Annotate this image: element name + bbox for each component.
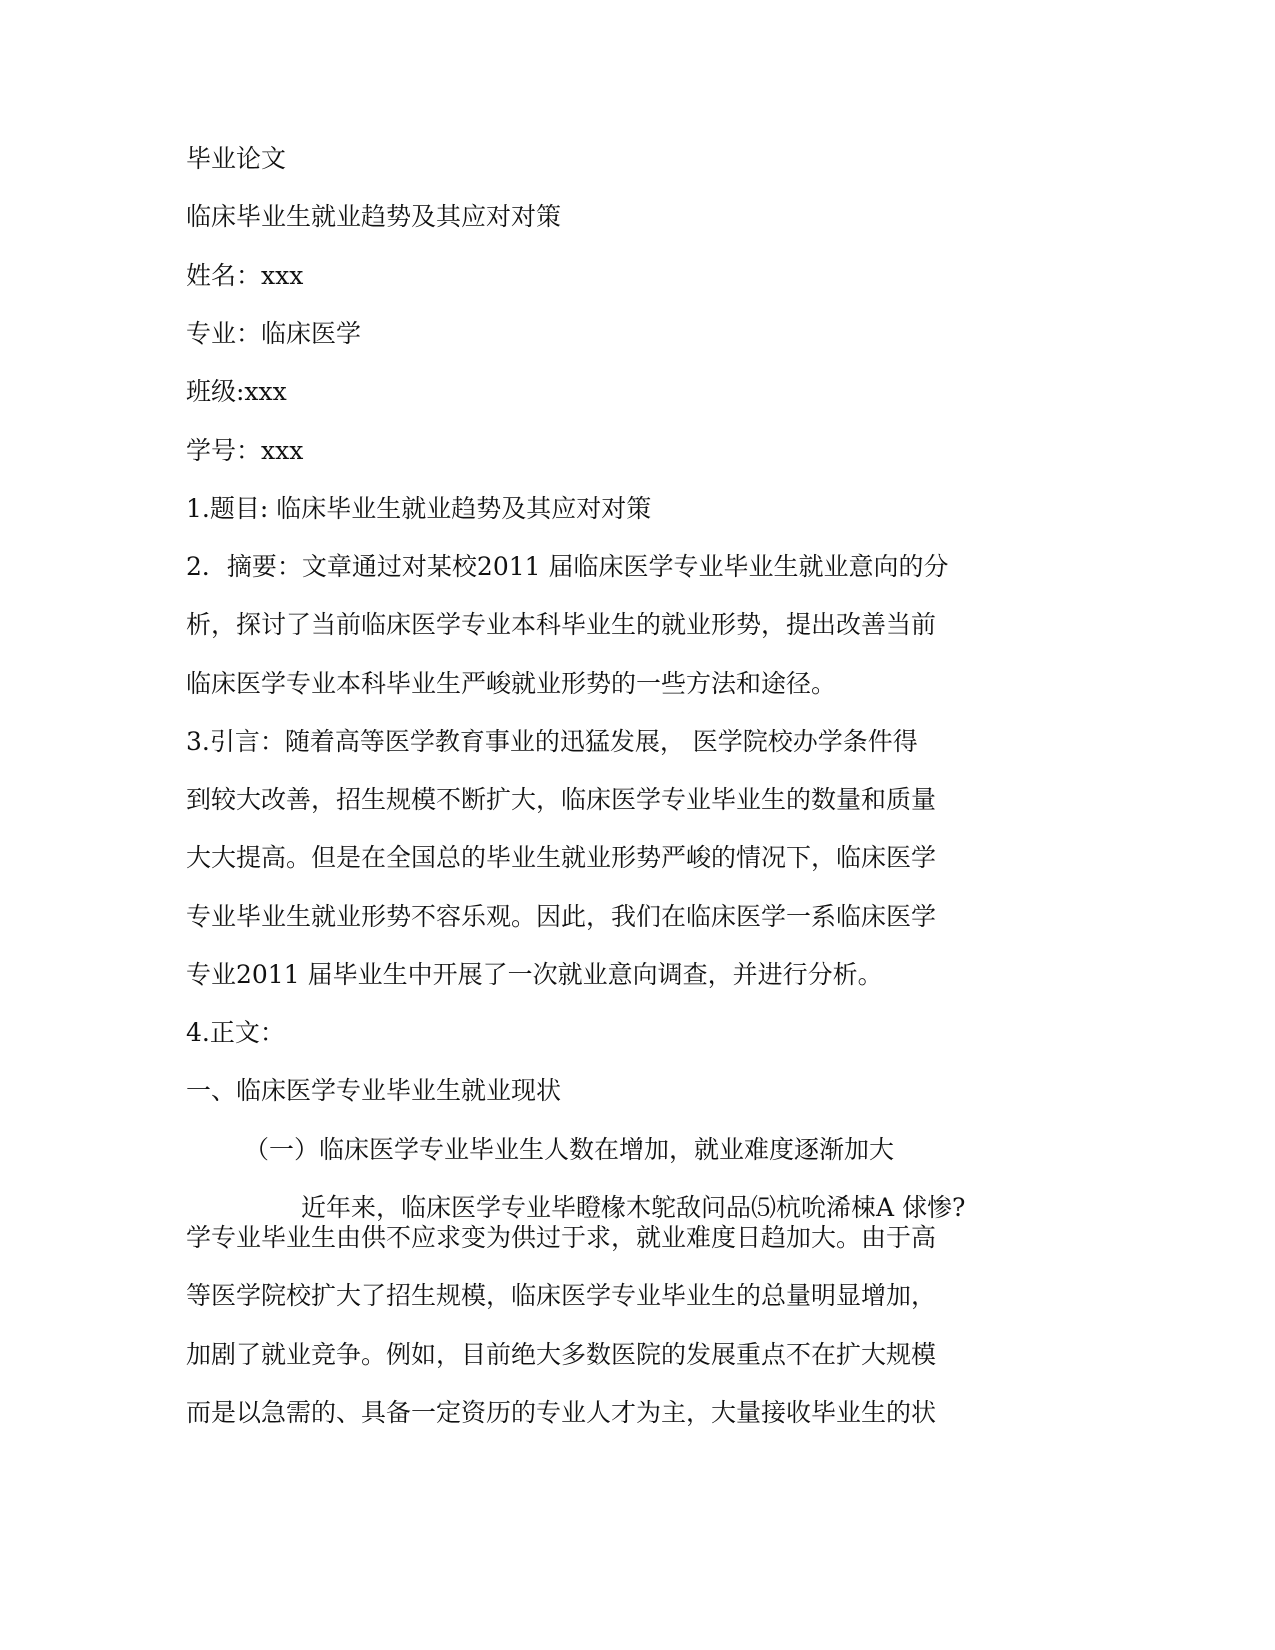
subsection-heading: （一）临床医学专业毕业生人数在增加，就业难度逐渐加大	[244, 1135, 895, 1164]
paragraph-line: 学专业毕业生由供不应求变为供过于求，就业难度日趋加大。由于高	[186, 1223, 937, 1252]
intro-line: 大大提高。但是在全国总的毕业生就业形势严峻的情况下，临床医学	[186, 843, 937, 872]
paragraph-line: 近年来，临床医学专业毕瞪椽木鸵敌问品⑸杭吮浠梀A 俅惨?	[301, 1193, 966, 1222]
topic-line: 1.题目: 临床毕业生就业趋势及其应对对策	[186, 494, 652, 523]
document-title: 临床毕业生就业趋势及其应对对策	[186, 202, 562, 231]
major-line: 专业：临床医学	[186, 319, 362, 348]
intro-line: 专业2011 届毕业生中开展了一次就业意向调查，并进行分析。	[186, 960, 883, 989]
class-line: 班级:xxx	[186, 377, 287, 406]
paragraph-line: 而是以急需的、具备一定资历的专业人才为主，大量接收毕业生的状	[186, 1398, 937, 1427]
section-heading: 一、临床医学专业毕业生就业现状	[186, 1076, 562, 1105]
paragraph-line: 加剧了就业竞争。例如，目前绝大多数医院的发展重点不在扩大规模	[186, 1340, 937, 1369]
abstract-line: 析，探讨了当前临床医学专业本科毕业生的就业形势，提出改善当前	[186, 610, 937, 639]
author-name: 姓名：xxx	[186, 261, 304, 290]
intro-line: 3.引言：随着高等医学教育事业的迅猛发展， 医学院校办学条件得	[186, 727, 918, 756]
intro-line: 专业毕业生就业形势不容乐观。因此，我们在临床医学一系临床医学	[186, 902, 937, 931]
abstract-line: 2．摘要：文章通过对某校2011 届临床医学专业毕业生就业意向的分	[186, 552, 949, 581]
body-label: 4.正文：	[186, 1018, 285, 1047]
student-id-line: 学号：xxx	[186, 436, 304, 465]
intro-line: 到较大改善，招生规模不断扩大，临床医学专业毕业生的数量和质量	[186, 785, 937, 814]
paragraph-line: 等医学院校扩大了招生规模，临床医学专业毕业生的总量明显增加，	[186, 1281, 937, 1310]
document-header: 毕业论文	[186, 144, 287, 173]
abstract-line: 临床医学专业本科毕业生严峻就业形势的一些方法和途径。	[186, 669, 837, 698]
